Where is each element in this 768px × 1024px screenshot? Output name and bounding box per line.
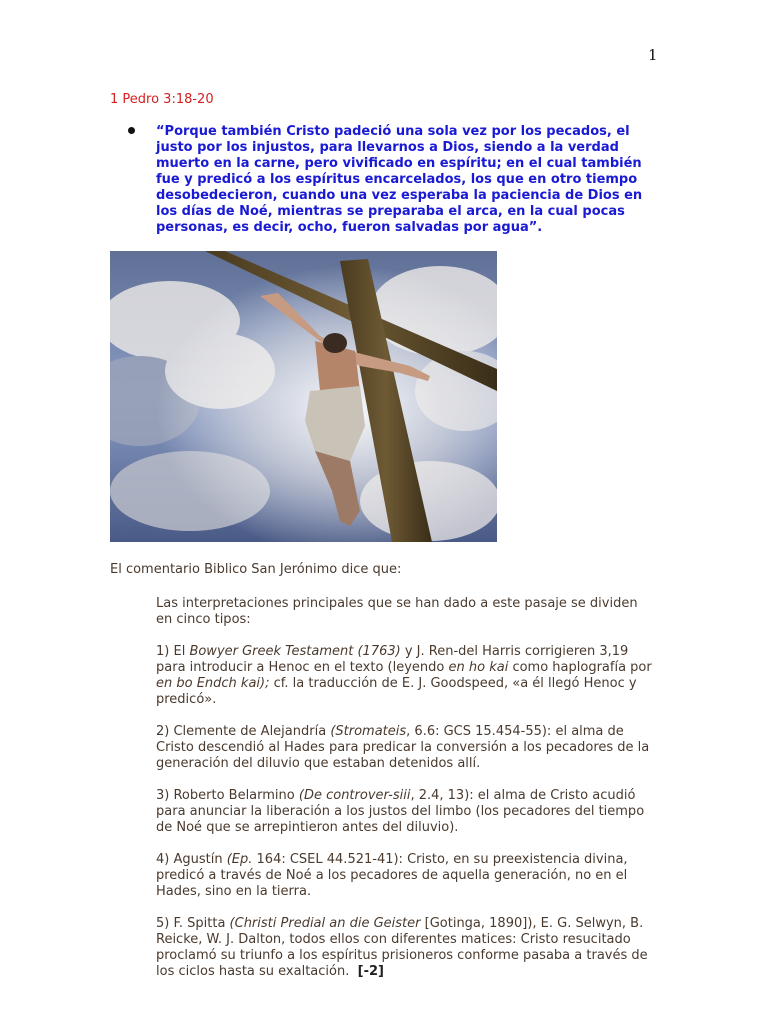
- intro-text: El comentario Biblico San Jerónimo dice que:: [110, 562, 402, 577]
- interpretation-4: 4) Agustín (Ep. 164: CSEL 44.521-41): Cristo, en su preexistencia divina, predicó a través de Noé a los pecadores de aquella generación, no en el Hades, sino en la tierra.: [156, 852, 628, 899]
- page-number: 1: [648, 46, 658, 64]
- interpretation-2: 2) Clemente de Alejandría (Stromateis, 6.6: GCS 15.454-55): el alma de Cristo descendió al Hades para predicar la conversión a los pecadores de la generación del diluvio que estaban detenidos allí.: [156, 724, 650, 771]
- interpretation-3: 3) Roberto Belarmino (De controver-siii, 2.4, 13): el alma de Cristo acudió para anunciar la liberación a los justos del limbo (los pecadores del tiempo de Noé que se arrepintieron antes del diluvio).: [156, 788, 645, 835]
- scripture-reference: 1 Pedro 3:18-20: [110, 92, 214, 107]
- bullet-icon: [128, 127, 135, 134]
- interpretation-1: 1) El Bowyer Greek Testament (1763) y J. Ren-del Harris corrigieren 3,19 para introducir a Henoc en el texto (leyendo en ho kai como haplografía por en bo Endch kai); cf. la traducción de E. J. Goodspeed, «a él llegó Henoc y predicó».: [156, 644, 652, 707]
- crucifixion-image: [110, 251, 497, 542]
- commentary-lead: Las interpretaciones principales que se han dado a este pasaje se dividen en cinco tipos:: [156, 596, 638, 627]
- interpretation-5: 5) F. Spitta (Christi Predial an die Geister [Gotinga, 1890]), E. G. Selwyn, B. Reicke, W. J. Dalton, todos ellos con diferentes matices: Cristo resucitado proclamó su triunfo a los espíritus prisioneros conforme pasaba a través de los ciclos hasta su exaltación. [-2]: [156, 916, 648, 979]
- footnote-link[interactable]: [-2]: [357, 964, 384, 979]
- commentary-block: [156, 596, 656, 996]
- scripture-quote: “Porque también Cristo padeció una sola vez por los pecados, el justo por los injustos, para llevarnos a Dios, siendo a la verdad muerto en la carne, pero vivificado en espíritu; en el cual también fue y predicó a los espíritus encarcelados, los que en otro tiempo desobedecieron, cuando una vez esperaba la paciencia de Dios en los días de Noé, mientras se preparaba el arca, en la cual pocas personas, es decir, ocho, fueron salvadas por agua”.: [156, 124, 643, 235]
